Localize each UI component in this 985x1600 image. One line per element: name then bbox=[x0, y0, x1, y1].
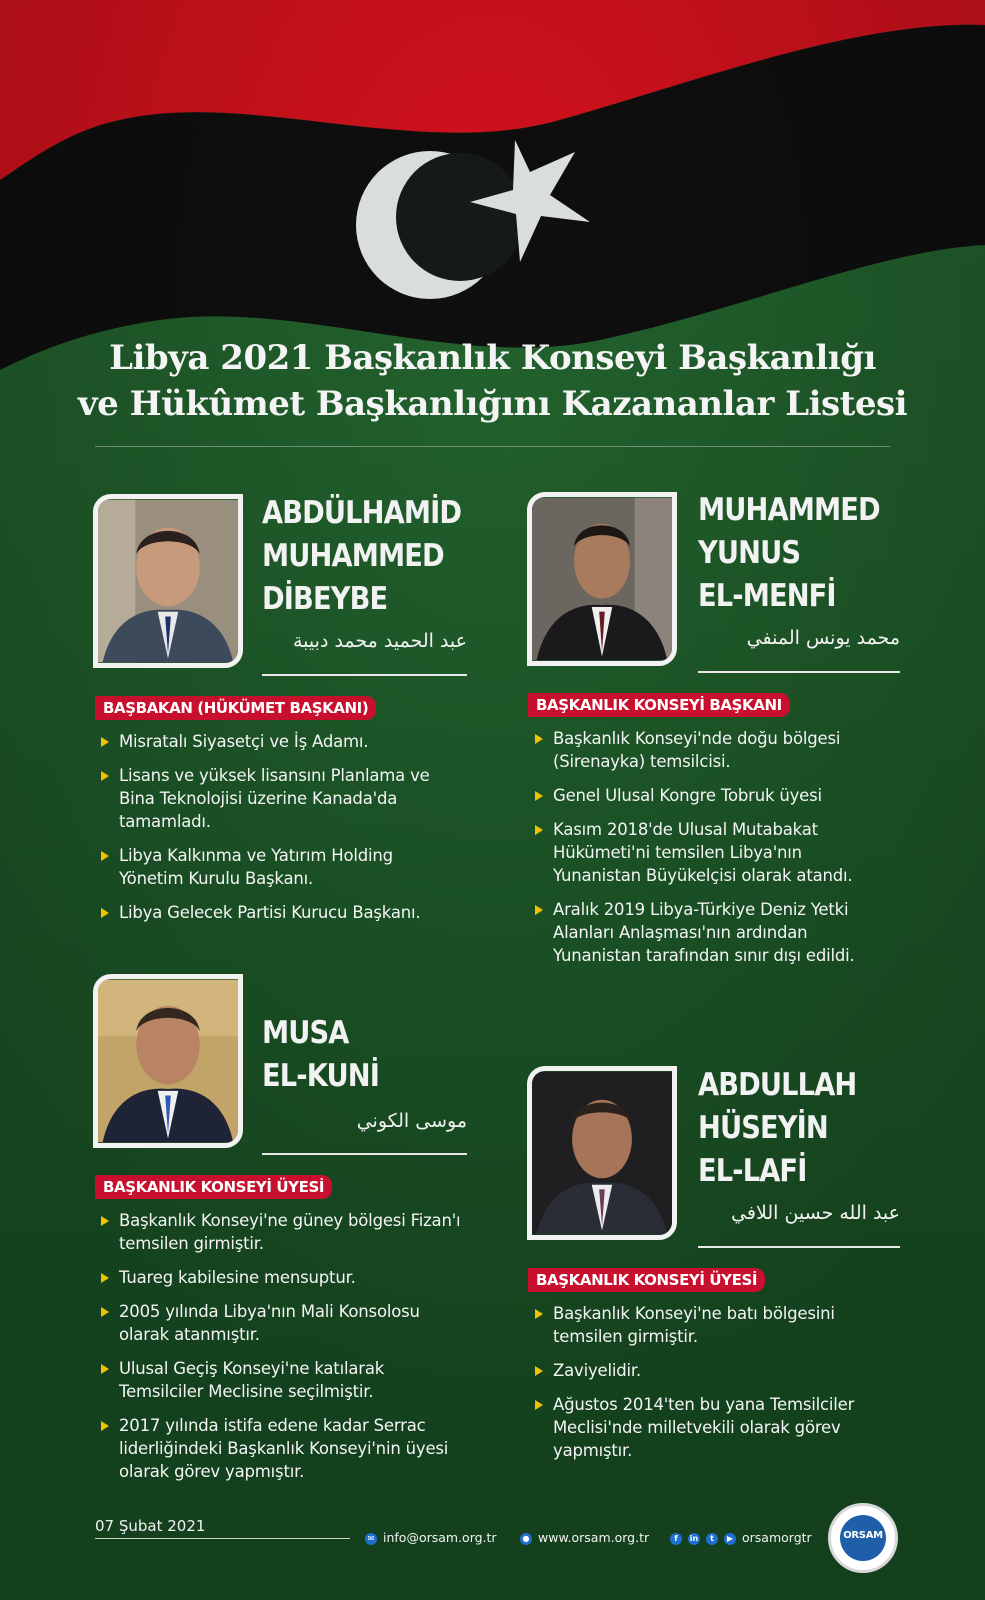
person-3-bullets bbox=[97, 1209, 462, 1494]
list-item: 2017 yılında istifa edene kadar Serrac liderliğindeki Başkanlık Konseyi'nin üyesi olarak görev yapmıştır. bbox=[97, 1414, 462, 1483]
facebook-icon[interactable]: f bbox=[670, 1533, 682, 1545]
person-2-role-badge: BAŞKANLIK KONSEYİ BAŞKANI bbox=[528, 693, 790, 717]
list-item: Zaviyelidir. bbox=[531, 1359, 891, 1382]
person-1-name: ABDÜLHAMİD MUHAMMED DİBEYBE bbox=[262, 495, 462, 617]
list-item: Kasım 2018'de Ulusal Mutabakat Hükümeti'ni temsilen Libya'nın Yunanistan Büyükelçisi olarak atandı. bbox=[531, 818, 891, 887]
person-2-rule bbox=[698, 671, 900, 673]
list-item: Libya Gelecek Partisi Kurucu Başkanı. bbox=[97, 901, 462, 924]
person-3-arabic-name: موسى الكوني bbox=[356, 1110, 467, 1132]
website-link[interactable]: ● www.orsam.org.tr bbox=[520, 1530, 649, 1545]
portrait-el-menfi bbox=[527, 492, 677, 666]
list-item: Ulusal Geçiş Konseyi'ne katılarak Temsilciler Meclisine seçilmiştir. bbox=[97, 1357, 462, 1403]
person-3-name: MUSA EL-KUNİ bbox=[262, 1015, 379, 1094]
page-title bbox=[0, 335, 985, 427]
portrait-dibeybe bbox=[93, 494, 243, 668]
portrait-el-lafi bbox=[527, 1066, 677, 1240]
person-2-bullets bbox=[531, 727, 891, 978]
title-divider bbox=[95, 446, 890, 447]
logo-text: ORSAM bbox=[843, 1530, 883, 1541]
person-4-rule bbox=[698, 1246, 900, 1248]
twitter-icon[interactable]: t bbox=[706, 1533, 718, 1545]
email-icon: ✉ bbox=[365, 1533, 377, 1545]
person-2-arabic-name: محمد يونس المنفي bbox=[746, 627, 900, 649]
person-3-rule bbox=[262, 1153, 467, 1155]
portrait-el-kuni bbox=[93, 974, 243, 1148]
list-item: Libya Kalkınma ve Yatırım Holding Yönetim Kurulu Başkanı. bbox=[97, 844, 462, 890]
publish-date: 07 Şubat 2021 bbox=[95, 1517, 206, 1535]
list-item: Lisans ve yüksek lisansını Planlama ve Bina Teknolojisi üzerine Kanada'da tamamladı. bbox=[97, 764, 462, 833]
list-item: Başkanlık Konseyi'nde doğu bölgesi (Sirenayka) temsilcisi. bbox=[531, 727, 891, 773]
social-links[interactable] bbox=[670, 1530, 812, 1545]
list-item: Tuareg kabilesine mensuptur. bbox=[97, 1266, 462, 1289]
person-3-role-badge: BAŞKANLIK KONSEYİ ÜYESİ bbox=[95, 1175, 332, 1199]
orsam-logo[interactable] bbox=[828, 1503, 898, 1573]
list-item: Aralık 2019 Libya-Türkiye Deniz Yetki Alanları Anlaşması'nın ardından Yunanistan tarafından sınır dışı edildi. bbox=[531, 898, 891, 967]
list-item: 2005 yılında Libya'nın Mali Konsolosu olarak atanmıştır. bbox=[97, 1300, 462, 1346]
person-2-name: MUHAMMED YUNUS EL-MENFİ bbox=[698, 492, 880, 614]
list-item: Başkanlık Konseyi'ne güney bölgesi Fizan'ı temsilen girmiştir. bbox=[97, 1209, 462, 1255]
list-item: Ağustos 2014'ten bu yana Temsilciler Meclisi'nde milletvekili olarak görev yapmıştır. bbox=[531, 1393, 891, 1462]
person-1-bullets bbox=[97, 730, 462, 935]
list-item: Genel Ulusal Kongre Tobruk üyesi bbox=[531, 784, 891, 807]
person-1-role-badge: BAŞBAKAN (HÜKÜMET BAŞKANI) bbox=[95, 696, 376, 720]
footer-divider bbox=[95, 1538, 350, 1539]
person-1-arabic-name: عبد الحميد محمد دبيبة bbox=[293, 630, 467, 652]
list-item: Misratalı Siyasetçi ve İş Adamı. bbox=[97, 730, 462, 753]
youtube-icon[interactable]: ▶ bbox=[724, 1533, 736, 1545]
person-4-name: ABDULLAH HÜSEYİN EL-LAFİ bbox=[698, 1067, 857, 1189]
globe-icon: ● bbox=[520, 1533, 532, 1545]
email-link[interactable]: ✉ info@orsam.org.tr bbox=[365, 1530, 497, 1545]
person-4-bullets bbox=[531, 1302, 891, 1473]
person-4-role-badge: BAŞKANLIK KONSEYİ ÜYESİ bbox=[528, 1268, 765, 1292]
title-line-2: ve Hükûmet Başkanlığını Kazananlar Listesi bbox=[77, 384, 908, 424]
list-item: Başkanlık Konseyi'ne batı bölgesini temsilen girmiştir. bbox=[531, 1302, 891, 1348]
person-1-rule bbox=[262, 674, 467, 676]
social-handle[interactable]: orsamorgtr bbox=[742, 1530, 812, 1545]
person-4-arabic-name: عبد الله حسين اللافي bbox=[731, 1202, 900, 1224]
linkedin-icon[interactable]: in bbox=[689, 1533, 699, 1543]
title-line-1: Libya 2021 Başkanlık Konseyi Başkanlığı bbox=[109, 338, 876, 378]
